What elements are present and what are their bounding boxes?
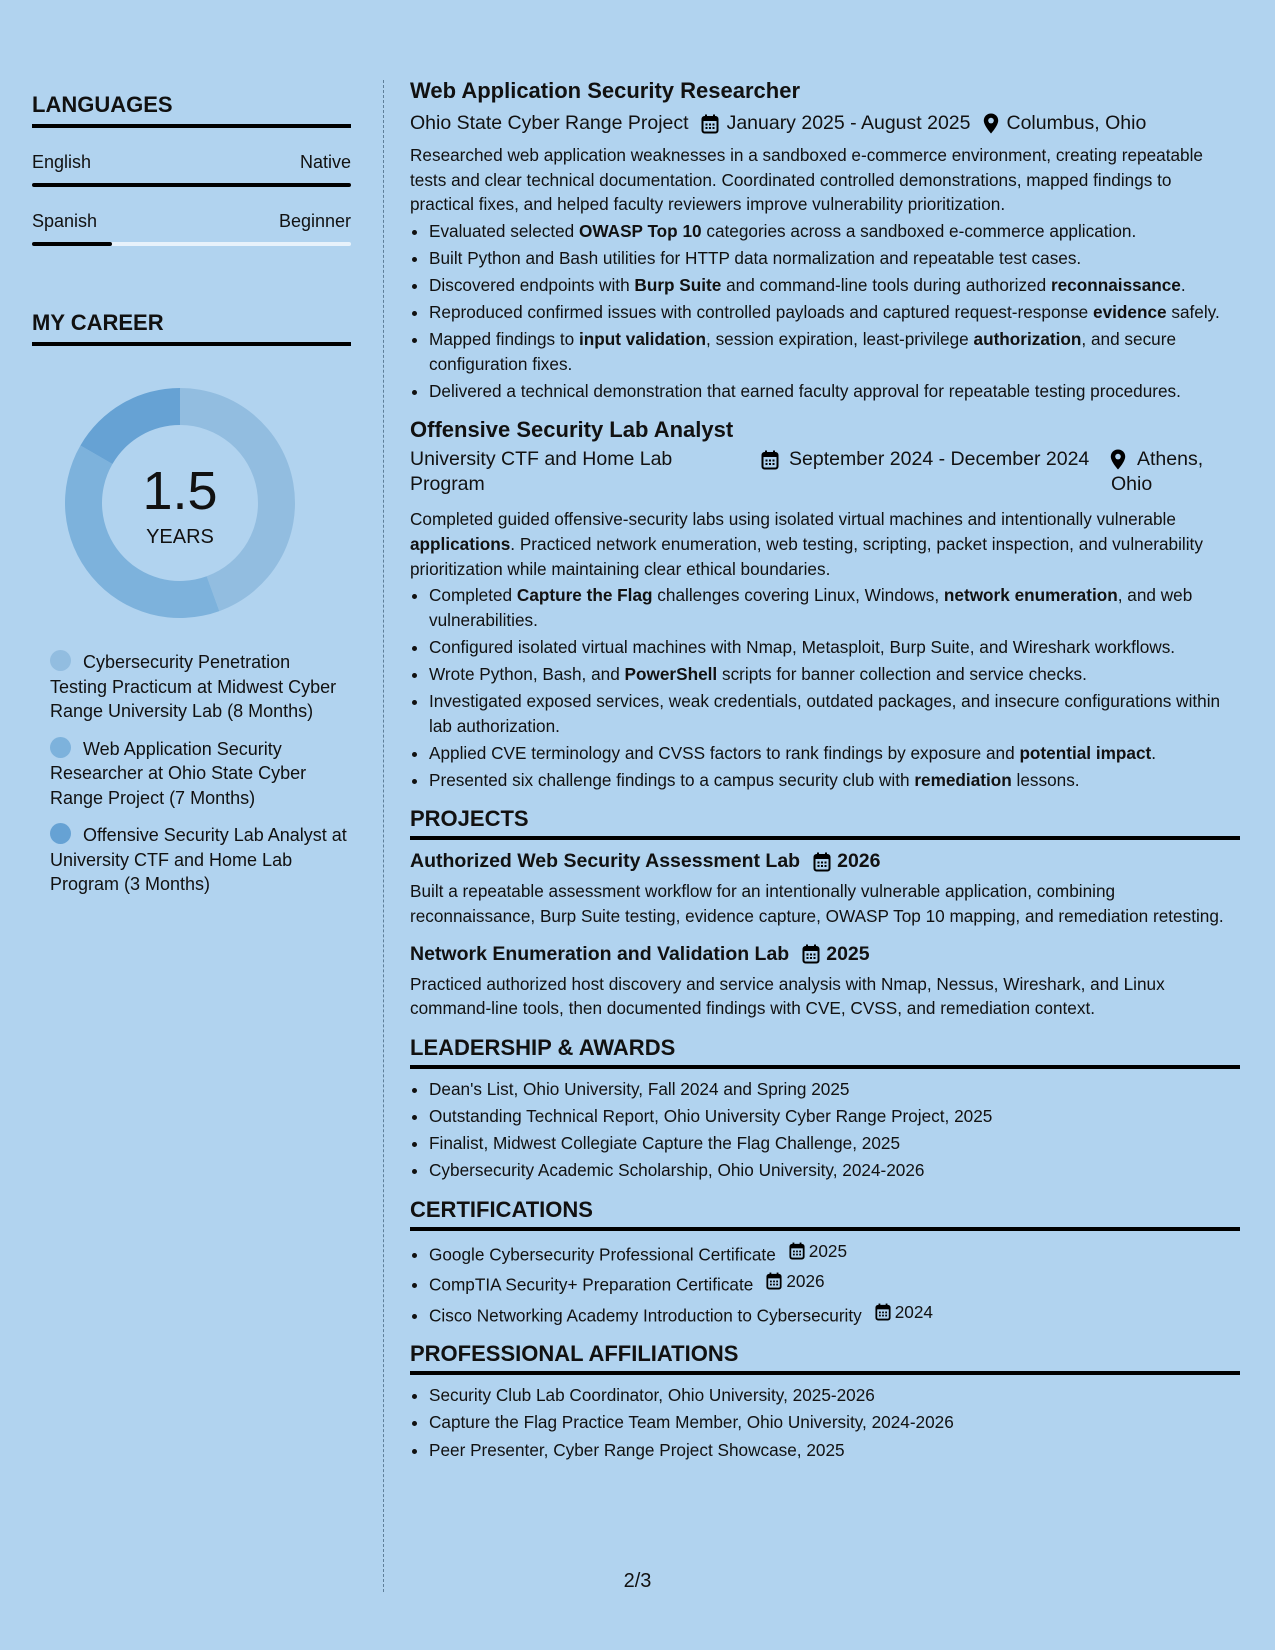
calendar-icon — [789, 1242, 805, 1260]
certifications-heading: CERTIFICATIONS — [410, 1197, 1240, 1231]
description-text: Completed guided offensive-security labs using isolated virtual machines and intentionally vulnerable — [410, 509, 1176, 530]
bullet-bold: Burp Suite — [634, 274, 722, 295]
bullet-text: Completed — [429, 585, 517, 606]
job-bullet — [429, 583, 1240, 632]
certifications-section — [410, 1197, 1240, 1328]
bullet-text: Mapped findings to — [429, 329, 580, 350]
bullet-text: Wrote Python, Bash, and — [429, 664, 625, 684]
bullet-bold: input validation — [579, 329, 707, 350]
job-location: Athens, Ohio — [1111, 448, 1204, 496]
project-item — [410, 943, 1240, 1021]
calendar-icon — [761, 450, 779, 477]
leadership-item: • Finalist, Midwest Collegiate Capture the Flag Challenge, 2025 — [429, 1131, 1240, 1156]
certification-name: CompTIA Security+ Preparation Certificate — [429, 1274, 754, 1295]
certification-item — [429, 1239, 1240, 1267]
certification-year: 2025 — [808, 1240, 848, 1261]
career-total-unit: YEARS — [146, 526, 214, 548]
affiliations-section — [410, 1341, 1240, 1462]
job-bullet — [429, 379, 1240, 404]
job-title: Offensive Security Lab Analyst — [410, 417, 734, 443]
bullet-bold: OWASP Top 10 — [579, 220, 702, 241]
job-organization: University CTF and Home Lab Program — [410, 448, 673, 496]
bullet-text: Evaluated selected — [429, 220, 580, 241]
affiliations-list — [410, 1383, 1240, 1462]
job-bullet — [429, 246, 1240, 271]
language-bar — [32, 242, 351, 246]
projects-section — [410, 806, 1240, 1020]
job-description — [410, 507, 1240, 581]
language-bar — [32, 183, 351, 187]
project-item — [410, 850, 1240, 928]
bullet-text: , session expiration, least-privilege — [706, 329, 974, 350]
job-entry — [410, 78, 1240, 403]
bullet-text: , and secure configuration fixes. — [429, 329, 1177, 374]
career-legend — [50, 650, 351, 897]
certification-item — [429, 1269, 1240, 1297]
calendar-icon — [813, 852, 831, 872]
affiliations-heading: PROFESSIONAL AFFILIATIONS — [410, 1341, 1240, 1375]
language-bar-fill — [32, 183, 351, 187]
bullet-text: Built Python and Bash utilities for HTTP data normalization and repeatable test cases. — [429, 247, 1082, 268]
page-number: 2/3 — [623, 1570, 652, 1592]
job-bullet — [429, 741, 1240, 766]
legend-dot-icon — [50, 823, 71, 844]
career-legend-label: Cybersecurity Penetration Testing Practicum at Midwest Cyber Range University Lab (8 Months) — [50, 652, 337, 721]
language-name: Spanish — [32, 211, 98, 231]
project-year: 2026 — [837, 850, 881, 873]
project-title — [410, 943, 1240, 966]
project-description: Built a repeatable assessment workflow for an intentionally vulnerable application, combining reconnaissance, Burp Suite testing, evidence capture, OWASP Top 10 mapping, and remediation retesting. — [410, 881, 1224, 927]
calendar-icon — [701, 114, 719, 134]
job-location: Columbus, Ohio — [1006, 112, 1147, 134]
job-bullet — [429, 662, 1240, 687]
project-title — [410, 850, 1240, 873]
job-dates: January 2025 - August 2025 — [726, 112, 971, 134]
job-bullet — [429, 327, 1240, 376]
language-level: Beginner — [278, 211, 351, 231]
project-name: Network Enumeration and Validation Lab — [410, 942, 790, 965]
sidebar — [32, 92, 351, 910]
bullet-bold: remediation — [914, 769, 1012, 790]
language-bar-fill — [32, 242, 112, 246]
bullet-text: and command-line tools during authorized — [721, 274, 1051, 295]
career-legend-item — [50, 823, 351, 897]
career-heading: MY CAREER — [32, 310, 351, 346]
certification-name: Google Cybersecurity Professional Certificate — [429, 1244, 776, 1265]
job-dates: September 2024 - December 2024 — [789, 448, 1090, 471]
bullet-text: lessons. — [1011, 769, 1080, 790]
languages-heading: LANGUAGES — [32, 92, 351, 128]
career-legend-label: Web Application Security Researcher at Ohio State Cyber Range Project (7 Months) — [50, 738, 307, 808]
job-description: Researched web application weaknesses in a sandboxed e-commerce environment, creating repeatable tests and clear technical documentation. Coordinated controlled demonstrations, mapped findings to practical fixes, and helped faculty reviewers improve vulnerability prioritization. — [410, 145, 1203, 215]
affiliation-item: • Peer Presenter, Cyber Range Project Showcase, 2025 — [429, 1438, 1240, 1463]
language-item — [32, 152, 351, 187]
bullet-bold: PowerShell — [624, 664, 718, 684]
bullet-text: , and web vulnerabilities. — [429, 585, 1193, 630]
certifications-list — [410, 1239, 1240, 1328]
certification-year: 2024 — [894, 1301, 933, 1322]
job-organization: Ohio State Cyber Range Project — [410, 112, 689, 134]
calendar-icon — [875, 1303, 891, 1321]
job-bullet — [429, 689, 1240, 738]
job-bullets — [410, 583, 1240, 792]
career-total-value: 1.5 — [142, 461, 218, 521]
job-bullet — [429, 768, 1240, 793]
legend-dot-icon — [50, 737, 71, 758]
career-legend-item — [50, 650, 351, 724]
project-description: Practiced authorized host discovery and service analysis with Nmap, Nessus, Wireshark, and Linux command-line tools, then documented findings with CVE, CVSS, and remediation context. — [410, 973, 1165, 1019]
job-meta — [410, 447, 1240, 497]
affiliation-item: • Capture the Flag Practice Team Member, Ohio University, 2024-2026 — [429, 1410, 1240, 1435]
projects-heading: PROJECTS — [410, 806, 1240, 840]
bullet-text: Presented six challenge findings to a campus security club with — [429, 769, 915, 790]
certification-item — [429, 1300, 1240, 1328]
leadership-item: • Outstanding Technical Report, Ohio University Cyber Range Project, 2025 — [429, 1104, 1240, 1129]
bullet-text: Discovered endpoints with — [429, 274, 635, 295]
career-donut-chart — [65, 388, 295, 618]
bullet-text: categories across a sandboxed e-commerce application. — [701, 220, 1137, 241]
leadership-heading: LEADERSHIP & AWARDS — [410, 1035, 1240, 1069]
bullet-text: challenges covering Linux, Windows, — [652, 585, 944, 606]
bullet-text: . — [1180, 274, 1186, 295]
legend-dot-icon — [50, 650, 71, 671]
career-legend-label: Offensive Security Lab Analyst at University CTF and Home Lab Program (3 Months) — [50, 825, 347, 894]
column-divider — [383, 80, 384, 1592]
job-bullet — [429, 219, 1240, 244]
description-bold: applications — [410, 534, 511, 555]
leadership-item: • Dean's List, Ohio University, Fall 2024 and Spring 2025 — [429, 1077, 1240, 1102]
map-pin-icon — [983, 113, 999, 134]
bullet-text: safely. — [1166, 302, 1220, 323]
project-year: 2025 — [826, 942, 870, 965]
leadership-section — [410, 1035, 1240, 1183]
leadership-list — [410, 1077, 1240, 1183]
affiliation-item: • Security Club Lab Coordinator, Ohio University, 2025-2026 — [429, 1383, 1240, 1408]
bullet-text: Configured isolated virtual machines with Nmap, Metasploit, Burp Suite, and Wireshark workflows. — [429, 636, 1176, 657]
bullet-bold: authorization — [973, 329, 1082, 350]
bullet-bold: network enumeration — [943, 585, 1118, 606]
certification-name: Cisco Networking Academy Introduction to Cybersecurity — [429, 1304, 862, 1325]
description-text: . Practiced network enumeration, web testing, scripting, packet inspection, and vulnerability prioritization while maintaining clear ethical boundaries. — [410, 534, 1203, 579]
bullet-text: scripts for banner collection and service checks. — [717, 664, 1087, 684]
bullet-text: Reproduced confirmed issues with controlled payloads and captured request-response — [429, 302, 1094, 323]
job-meta — [410, 112, 1240, 135]
bullet-text: Applied CVE terminology and CVSS factors to rank findings by exposure and — [429, 742, 1020, 763]
bullet-bold: reconnaissance — [1050, 274, 1181, 295]
bullet-bold: potential impact — [1019, 742, 1152, 763]
project-name: Authorized Web Security Assessment Lab — [410, 850, 801, 873]
bullet-bold: evidence — [1093, 302, 1167, 323]
calendar-icon — [802, 944, 820, 964]
career-legend-item — [50, 737, 351, 811]
bullet-text: . — [1151, 742, 1157, 763]
language-item — [32, 211, 351, 246]
job-title: Web Application Security Researcher — [410, 78, 801, 103]
certification-year: 2026 — [786, 1271, 825, 1292]
calendar-icon — [766, 1272, 782, 1290]
main-content — [410, 78, 1240, 1465]
language-level: Native — [299, 152, 351, 172]
job-entry — [410, 417, 1240, 792]
job-bullet — [429, 273, 1240, 298]
job-bullet — [429, 300, 1240, 325]
job-bullets — [410, 219, 1240, 404]
job-bullet — [429, 635, 1240, 660]
bullet-text: Delivered a technical demonstration that earned faculty approval for repeatable testing procedures. — [429, 380, 1181, 401]
bullet-text: Investigated exposed services, weak credentials, outdated packages, and insecure configurations within lab authorization. — [429, 691, 1221, 736]
donut-segment-3 — [80, 388, 180, 464]
leadership-item: • Cybersecurity Academic Scholarship, Ohio University, 2024-2026 — [429, 1158, 1240, 1183]
language-name: English — [32, 152, 92, 172]
bullet-bold: Capture the Flag — [516, 585, 653, 606]
